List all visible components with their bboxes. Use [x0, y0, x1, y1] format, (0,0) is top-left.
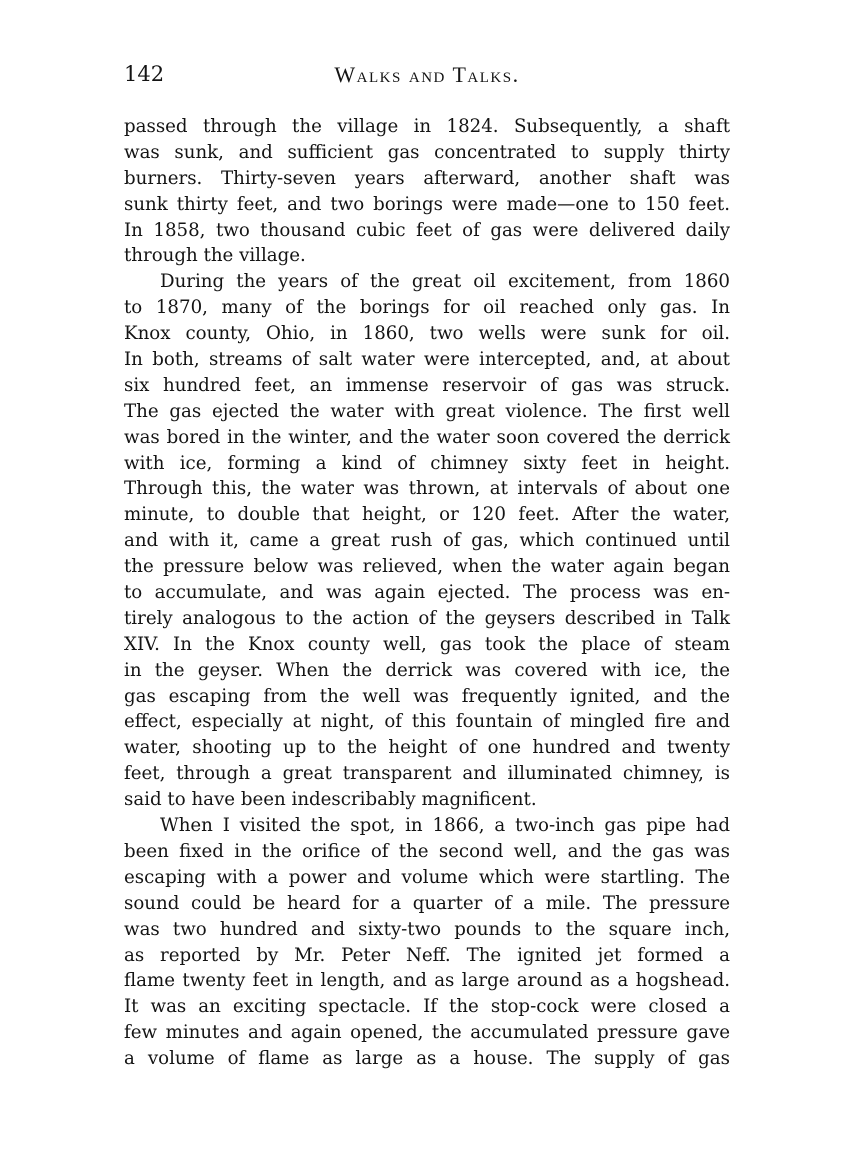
- book-page: [124, 62, 730, 1072]
- text-line: sound could be heard for a quarter of a mile. The pressure: [124, 892, 730, 914]
- text-line: When I visited the spot, in 1866, a two-inch gas pipe had: [160, 815, 730, 837]
- text-line: Through this, the water was thrown, at intervals of about one: [124, 478, 730, 500]
- text-line: was sunk, and sufficient gas concentrated to supply thirty: [124, 141, 730, 163]
- text-line: water, shooting up to the height of one hundred and twenty: [124, 737, 730, 759]
- page-number: 142: [124, 62, 165, 86]
- text-line: to accumulate, and was again ejected. The process was en-: [124, 582, 730, 604]
- text-line: Knox county, Ohio, in 1860, two wells were sunk for oil.: [124, 323, 730, 345]
- text-line: said to have been indescribably magnificent.: [124, 789, 537, 811]
- running-title: Walks and Talks.: [334, 62, 520, 87]
- text-line: six hundred feet, an immense reservoir of gas was struck.: [124, 374, 730, 396]
- text-line: was two hundred and sixty-two pounds to the square inch,: [124, 918, 730, 940]
- text-line: to 1870, many of the borings for oil reached only gas. In: [124, 297, 730, 319]
- text-line: In both, streams of salt water were intercepted, and, at about: [124, 349, 730, 371]
- text-line: as reported by Mr. Peter Neff. The ignited jet formed a: [124, 944, 730, 966]
- text-line: was bored in the winter, and the water soon covered the derrick: [124, 426, 730, 448]
- text-line: and with it, came a great rush of gas, which continued until: [124, 530, 730, 552]
- text-line: In 1858, two thousand cubic feet of gas were delivered daily: [124, 219, 730, 241]
- text-line: feet, through a great transparent and illuminated chimney, is: [124, 763, 730, 785]
- text-line: burners. Thirty-seven years afterward, another shaft was: [124, 167, 730, 189]
- text-line: gas escaping from the well was frequently ignited, and the: [124, 685, 730, 707]
- text-line: through the village.: [124, 245, 306, 267]
- text-line: in the geyser. When the derrick was covered with ice, the: [124, 659, 730, 681]
- text-line: tirely analogous to the action of the geysers described in Talk: [124, 607, 730, 629]
- text-line: the pressure below was relieved, when the water again began: [124, 556, 730, 578]
- text-line: effect, especially at night, of this fountain of mingled fire and: [124, 711, 730, 733]
- text-line: been fixed in the orifice of the second well, and the gas was: [124, 840, 730, 862]
- text-line: minute, to double that height, or 120 feet. After the water,: [124, 504, 730, 526]
- text-line: few minutes and again opened, the accumulated pressure gave: [124, 1022, 730, 1044]
- text-line: with ice, forming a kind of chimney sixty feet in height.: [124, 452, 730, 474]
- text-line: a volume of flame as large as a house. The supply of gas: [124, 1048, 730, 1070]
- text-line: escaping with a power and volume which were startling. The: [124, 866, 730, 888]
- text-line: During the years of the great oil excitement, from 1860: [160, 271, 730, 293]
- running-head: [124, 62, 730, 92]
- text-line: XIV. In the Knox county well, gas took the place of steam: [124, 633, 730, 655]
- text-line: It was an exciting spectacle. If the stop-cock were closed a: [124, 996, 730, 1018]
- text-line: flame twenty feet in length, and as large around as a hogshead.: [124, 970, 730, 992]
- text-line: passed through the village in 1824. Subsequently, a shaft: [124, 116, 730, 137]
- text-line: sunk thirty feet, and two borings were made—one to 150 feet.: [124, 193, 730, 215]
- text-line: The gas ejected the water with great violence. The first well: [124, 400, 730, 422]
- body-text: [124, 114, 730, 1072]
